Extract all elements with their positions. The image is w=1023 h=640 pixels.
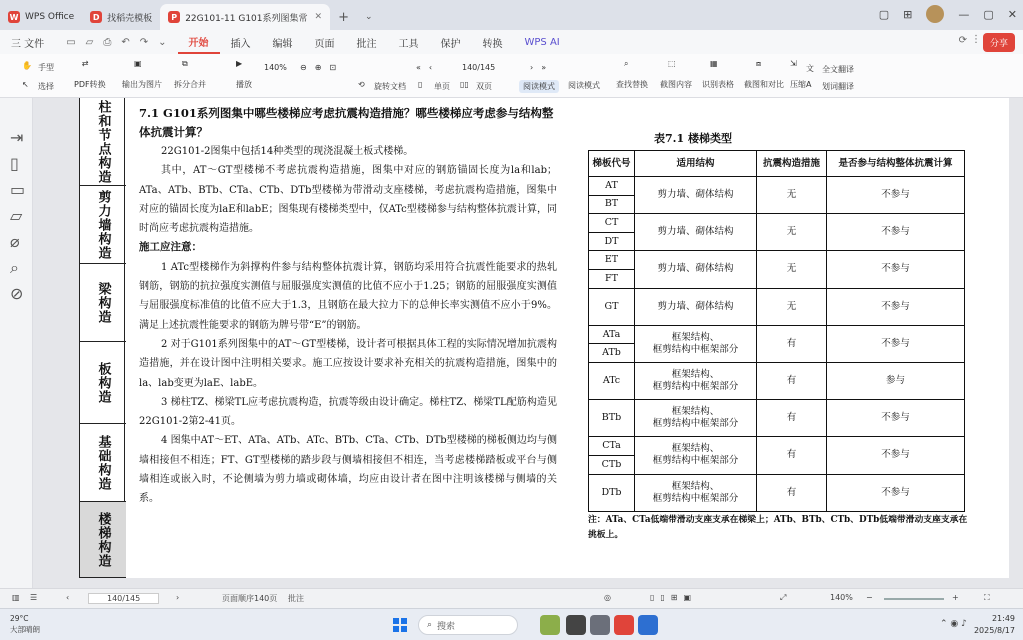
single-page-label: 单页 [434,82,450,91]
compress-icon: ⇲ [790,59,797,68]
structure-cell: 剪力墙、砌体结构 [635,214,757,251]
seismic-cell: 有 [757,474,827,511]
taskbar-search[interactable] [418,615,518,635]
column-header: 抗震构造措施 [757,151,827,177]
zoom-controls [300,63,336,72]
menu-file[interactable]: 三 文件 [11,38,45,50]
wps-taskbar-icon[interactable] [614,615,634,635]
structure-cell: 框架结构、 框剪结构中框架部分 [635,400,757,437]
chapter-tab-foundation [80,424,126,502]
structure-cell: 剪力墙、砌体结构 [635,288,757,325]
next-page-icon[interactable]: › [530,63,534,72]
weather-temp: 29°C [10,614,29,623]
left-rail [0,98,33,588]
paragraph: 其中，AT～GT型楼梯不考虑抗震构造措施，图集中对应的钢筋锚固长度为la和lab；ATa、ATb、BTb、CTa、CTb、DTb型楼梯为带滑动支座楼梯，考虑抗震构造措施，图集中对应的锚固长度为laE和labE；图集现有楼梯类型中，仅ATc型楼梯参与结构整体抗震计算，同时尚应考虑抗震构造措施。 [139,165,557,235]
play-button[interactable] [236,59,252,90]
find-replace-button[interactable] [616,59,648,90]
table-row [589,214,965,233]
split-merge-button[interactable] [174,59,206,90]
column-header: 是否参与结构整体抗震计算 [827,151,965,177]
participate-cell: 不参与 [827,437,965,474]
participate-cell: 不参与 [827,251,965,288]
search-icon: ⌕ [624,59,629,68]
stair-code-cell: ET [589,251,635,270]
system-clock[interactable] [974,613,1015,637]
grid-apps-icon[interactable]: ⊞ [903,7,913,21]
table-row [589,437,965,456]
chapter-label: 柱和节点构造 [95,99,111,184]
stair-code-cell: CTa [589,437,635,456]
print-icon[interactable]: ⎙ [103,36,112,48]
attachment-icon[interactable]: ⌀ [10,232,20,251]
seismic-cell: 有 [757,362,827,399]
zoom-out-icon[interactable]: ⊖ [300,63,307,72]
chapter-label: 板构造 [95,361,111,404]
rotate-label: 旋转文档 [374,82,406,91]
thumbnail-icon[interactable]: ▯ [10,154,19,173]
chapter-side-nav [79,98,125,578]
seismic-cell: 无 [757,177,827,214]
hand-tool-button[interactable] [22,61,54,74]
rotate-icon: ⟲ [358,80,365,89]
participate-cell: 参与 [827,362,965,399]
zoom-out-icon[interactable]: − [866,593,873,602]
compare-button[interactable] [744,59,784,90]
stair-code-cell: CTb [589,455,635,474]
tab-pdf-document[interactable] [160,4,330,30]
status-bar [0,588,1023,608]
participate-cell: 不参与 [827,214,965,251]
column-header: 适用结构 [635,151,757,177]
menu-annotate[interactable]: 批注 [356,38,377,50]
participate-cell: 不参与 [827,474,965,511]
menu-convert[interactable]: 转换 [482,38,503,50]
comment-icon[interactable]: ▱ [10,206,23,225]
last-page-icon[interactable]: » [541,63,547,72]
stair-code-cell: DTb [589,474,635,511]
find-label: 查找替换 [616,80,648,89]
structure-cell: 剪力墙、砌体结构 [635,177,757,214]
link-icon[interactable]: ⊘ [10,284,24,303]
paragraph: 4 图集中AT～ET、ATa、ATb、ATc、BTb、CTa、CTb、DTb型楼梯的梯板侧边均与侧墙相接但不相连；FT、GT型楼梯的踏步段与侧墙相接但不相连，当考虑楼梯踏板或平台与侧墙相连或嵌入时，不论侧墙为剪力墙或砌体墙，均应由设计者在图中注明该楼梯与侧墙的关系。 [139,435,557,505]
table-caption: 表7.1 楼梯类型 [654,132,732,145]
chapter-tab-stairs [80,502,126,578]
recognize-label: 识别表格 [702,80,734,89]
stair-code-cell: CT [589,214,635,233]
tab-label: WPS Office [25,12,75,22]
stair-code-cell: GT [589,288,635,325]
stair-type-table [588,150,965,512]
structure-cell: 框架结构、 框剪结构中框架部分 [635,362,757,399]
annotation-label[interactable]: 批注 [288,594,304,603]
read-mode-button[interactable]: 阅读模式 [519,80,559,93]
stair-code-cell: BTb [589,400,635,437]
structure-cell: 剪力墙、砌体结构 [635,251,757,288]
play-icon: ▶ [236,59,243,68]
first-page-icon[interactable]: « [416,63,421,72]
redo-icon[interactable]: ↷ [139,36,149,48]
tab-templates[interactable] [82,4,160,30]
zoom-in-icon[interactable]: ⊕ [314,63,322,72]
single-page-icon: ▯ [418,80,423,89]
structure-cell: 框架结构、 框剪结构中框架部分 [635,474,757,511]
double-page-button[interactable] [460,80,492,93]
chapter-label: 剪力墙构造 [95,189,111,260]
menu-edit[interactable]: 编辑 [272,38,293,50]
pdf-logo-icon: P [168,11,180,23]
chapter-tab-shearwall [80,186,126,264]
subheading: 施工应注意： [139,241,202,254]
view-options-icon[interactable]: ◎ [604,593,611,602]
search-panel-icon[interactable]: ⌕ [10,258,19,277]
table-icon: ▦ [710,59,718,68]
table-row [589,362,965,399]
taskbar [0,608,1023,640]
stair-code-cell: FT [589,269,635,288]
compress-button[interactable] [790,59,806,90]
start-menu-icon[interactable] [390,615,410,635]
prev-page-icon[interactable]: ‹ [428,63,433,72]
screenshot-label: 截图内容 [660,80,692,89]
full-translate-button[interactable] [806,63,854,76]
close-tab-icon[interactable]: ✕ [314,12,323,22]
view-mode-icons[interactable]: ▯▯⊞▣ [650,593,698,602]
split-icon: ⧉ [182,59,188,68]
structure-cell: 框架结构、 框剪结构中框架部分 [635,325,757,362]
chapter-label: 梁构造 [95,281,111,324]
structure-cell: 框架结构、 框剪结构中框架部分 [635,437,757,474]
stair-code-cell: ATc [589,362,635,399]
pin-icon[interactable]: ⇥ [10,128,24,147]
seismic-cell: 有 [757,325,827,362]
seismic-cell: 有 [757,437,827,474]
clock-time: 21:49 [991,614,1015,623]
share-button[interactable]: 分享 [983,33,1015,52]
select-tool-button[interactable] [22,80,54,93]
stair-code-cell: DT [589,232,635,251]
table-row [589,251,965,270]
screenshot-button[interactable] [660,59,692,90]
tab-dropdown-icon[interactable]: ⌄ [364,12,373,22]
page-nav [416,63,432,72]
zoom-slider[interactable] [884,598,944,600]
tab-label: 22G101-11 G101系列图集常 [185,13,308,24]
tray-icons[interactable]: ⌃ ◉ ♪ [940,619,967,629]
zoom-in-icon[interactable]: + [952,593,959,602]
stair-code-cell: ATb [589,344,635,363]
full-translate-label: 全文翻译 [822,65,854,74]
next-icon[interactable]: › [176,593,180,602]
menu-page[interactable]: 页面 [314,38,335,50]
split-merge-label: 拆分合并 [174,80,206,89]
menu-bar [0,30,1023,54]
task-view-icon[interactable] [566,615,586,635]
participate-cell: 不参与 [827,177,965,214]
fit-page-icon[interactable]: ⤢ [780,593,787,602]
app-icon[interactable] [590,615,610,635]
paragraph: 2 对于G101系列图集中的AT～GT型楼梯，设计者可根据具体工程的实际情况增加抗震构造措施，并在设计图中注明相关要求。施工应按设计要求补充相关的抗震构造措施，图集中的la、lab变更为laE、labE。 [139,338,557,389]
new-tab-button[interactable]: + [338,9,349,25]
weather-desc: 大部晴朗 [10,625,40,634]
column-header: 梯板代号 [589,151,635,177]
seismic-cell: 无 [757,251,827,288]
zoom-level[interactable]: 140% [264,63,287,72]
clock-date: 2025/8/17 [973,626,1015,635]
tab-wps-office[interactable] [0,4,82,30]
menu-tools[interactable]: 工具 [398,38,419,50]
bookmark-icon[interactable]: ▭ [10,180,26,199]
double-page-icon: ▯▯ [460,80,469,89]
tab-label: 找稻壳模板 [107,13,153,24]
export-image-button[interactable] [122,59,162,90]
menu-insert[interactable]: 插入 [230,38,251,50]
screenshot-icon: ⬚ [668,59,676,68]
avatar[interactable] [926,5,944,23]
save-icon[interactable]: ▭ [66,36,76,48]
page-nav-next [530,63,546,72]
stair-code-cell: ATa [589,325,635,344]
paragraph: 22G101-2图集中包括14种类型的现浇混凝土板式楼梯。 [161,146,414,157]
rotate-button[interactable] [358,80,406,93]
page-number-input[interactable]: 140/145 [462,63,496,72]
compare-label: 截图和对比 [744,80,784,89]
search-label: 搜索 [437,621,456,632]
more-icon[interactable]: ⋮ [971,34,981,45]
play-label: 播放 [236,80,252,89]
seismic-cell: 无 [757,288,827,325]
table-header-row [589,151,965,177]
folder-icon[interactable]: ▱ [85,36,94,48]
more-dropdown-icon[interactable]: ⌄ [158,36,167,48]
seismic-cell: 有 [757,400,827,437]
menu-home[interactable]: 开始 [178,30,220,54]
table-body [589,177,965,512]
search-icon: ⌕ [427,620,433,630]
image-icon: ▣ [134,59,142,68]
chapter-tab-slabs [80,342,126,424]
pdf-convert-icon: ⇄ [81,59,89,68]
stair-code-cell: AT [589,177,635,196]
single-page-button[interactable] [418,80,450,93]
paragraph: 1 ATc型楼梯作为斜撑构件参与结构整体抗震计算，钢筋均采用符合抗震性能要求的热轧钢筋，钢筋的抗拉强度实测值与屈服强度实测值的比值不应小于1.25；钢筋的屈服强度实测值与屈服强度标准值的比值不应大于1.3，且钢筋在最大拉力下的总伸长率实测值不应小于9%。满足上述抗震性能要求的钢筋为牌号带“E”的钢筋。 [139,261,557,331]
table-note: 注：ATa、CTa低端带滑动支座支承在梯梁上；ATb、BTb、CTb、DTb低端带滑动支座支承在挑板上。 [588,515,968,540]
stair-code-cell: BT [589,195,635,214]
menu-protect[interactable]: 保护 [440,38,461,50]
menu-wps-ai[interactable]: WPS AI [524,36,560,48]
cloud-sync-icon[interactable]: ⟳ [958,35,967,46]
fullscreen-icon[interactable]: ⛶ [984,593,990,602]
pdf-convert-label: PDF转换 [74,80,106,89]
title-bar [0,0,1023,30]
read-mode-alt-button[interactable]: 阅读模式 [568,81,600,90]
docer-logo-icon: D [90,11,102,23]
recognize-table-button[interactable] [702,59,734,90]
wps-logo-icon: W [9,12,19,22]
table-row [589,325,965,344]
prev-icon[interactable]: ‹ [66,593,70,602]
page-order-label: 页面顺序140页 [222,594,278,603]
outline-icon[interactable]: ☰ [30,593,38,602]
minimize-icon[interactable]: — [958,7,970,21]
table-row [589,177,965,196]
cursor-icon: ↖ [22,80,29,89]
translate-icon: 文 [806,64,814,73]
window-restore-icon[interactable]: ▢ [878,7,890,21]
compress-label: 压缩 [790,80,806,89]
participate-cell: 不参与 [827,325,965,362]
sidebar-toggle-icon[interactable]: ▥ [12,593,20,602]
undo-icon[interactable]: ↶ [121,36,130,48]
chapter-tab-columns [80,98,126,186]
table-row [589,474,965,511]
page-text [139,104,557,509]
select-label: 选择 [38,82,54,91]
participate-cell: 不参与 [827,288,965,325]
participate-cell: 不参与 [827,400,965,437]
word-translate-label: 划词翻译 [822,82,854,91]
chapter-label: 基础构造 [95,434,111,491]
browser-icon[interactable] [638,615,658,635]
export-image-label: 输出为图片 [122,80,162,89]
ribbon [0,54,1023,98]
compare-icon: ⧈ [756,59,762,68]
fit-width-icon[interactable]: ⊡ [329,63,337,72]
paragraph: 3 梯柱TZ、梯梁TL应考虑抗震构造，抗震等级由设计确定。梯柱TZ、梯梁TL配筋构造见22G101-2第2-41页。 [139,396,557,428]
word-translate-button[interactable] [806,80,854,93]
close-window-icon[interactable]: ✕ [1007,7,1017,21]
widget-app-icon[interactable] [540,615,560,635]
toolbar-icons [55,30,177,54]
maximize-icon[interactable]: ▢ [983,7,994,21]
hand-label: 手型 [38,63,54,72]
status-page-input[interactable]: 140/145 [88,593,159,604]
status-zoom[interactable]: 140% [830,593,853,602]
hand-icon: ✋ [22,61,32,70]
seismic-cell: 无 [757,214,827,251]
chapter-label: 楼梯构造 [95,511,111,568]
table-row [589,288,965,325]
weather-widget[interactable] [10,613,40,635]
section-heading: 7.1 G101系列图集中哪些楼梯应考虑抗震构造措施？哪些楼梯应考虑参与结构整体抗震计算？ [139,106,554,139]
double-page-label: 双页 [476,82,492,91]
chapter-tab-beams [80,264,126,342]
pdf-convert-button[interactable] [74,59,106,90]
table-row [589,400,965,437]
word-translate-icon: A [806,80,812,89]
